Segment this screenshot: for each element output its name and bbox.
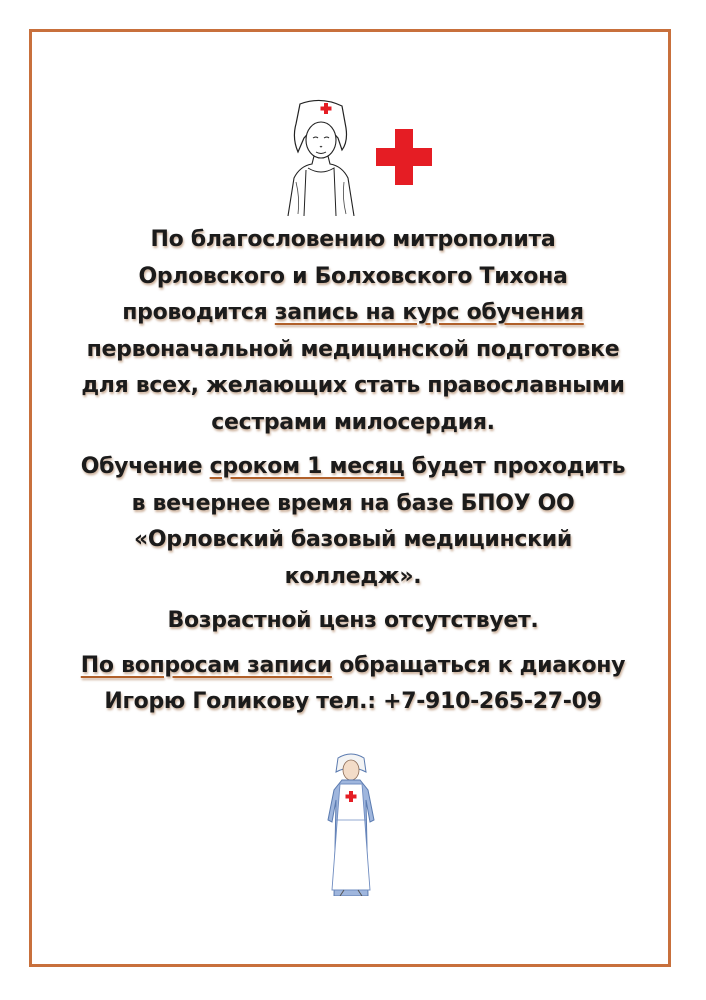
text-line: Возрастной ценз отсутствует. bbox=[167, 608, 539, 633]
paragraph-contact bbox=[60, 648, 646, 721]
text-line bbox=[60, 295, 646, 332]
text-line: «Орловский базовый медицинский bbox=[133, 527, 573, 552]
text-fragment: обращаться к диакону bbox=[331, 652, 626, 678]
text-line: первоначальной медицинской подготовке bbox=[86, 336, 620, 362]
announcement-text bbox=[60, 222, 646, 721]
nurse-sketch-icon bbox=[286, 98, 356, 216]
paragraph-age bbox=[60, 603, 646, 640]
text-line: в вечернее время на базе БПОУ ОО bbox=[131, 490, 575, 516]
text-line bbox=[60, 648, 646, 685]
text-line bbox=[60, 449, 646, 486]
text-fragment: проводится bbox=[122, 300, 275, 325]
red-cross-icon bbox=[376, 129, 432, 185]
underlined-text: запись на курс обучения bbox=[274, 300, 584, 325]
text-fragment: будет проходить bbox=[404, 454, 626, 479]
text-line: сестрами милосердия. bbox=[211, 409, 495, 435]
text-line: Игорю Голикову тел.: +7-910-265-27-09 bbox=[104, 689, 602, 714]
underlined-text: сроком 1 месяц bbox=[209, 454, 405, 479]
nurse-figure-icon bbox=[318, 750, 384, 896]
text-line: Орловского и Болховского Тихона bbox=[138, 263, 568, 289]
text-line: колледж». bbox=[284, 563, 422, 589]
text-fragment: Обучение bbox=[80, 454, 210, 479]
paragraph-blessing bbox=[60, 222, 646, 441]
text-line: По благословению митрополита bbox=[150, 227, 556, 252]
text-line: для всех, желающих стать православными bbox=[81, 373, 625, 398]
underlined-text: По вопросам записи bbox=[80, 652, 332, 678]
paragraph-training bbox=[60, 449, 646, 595]
